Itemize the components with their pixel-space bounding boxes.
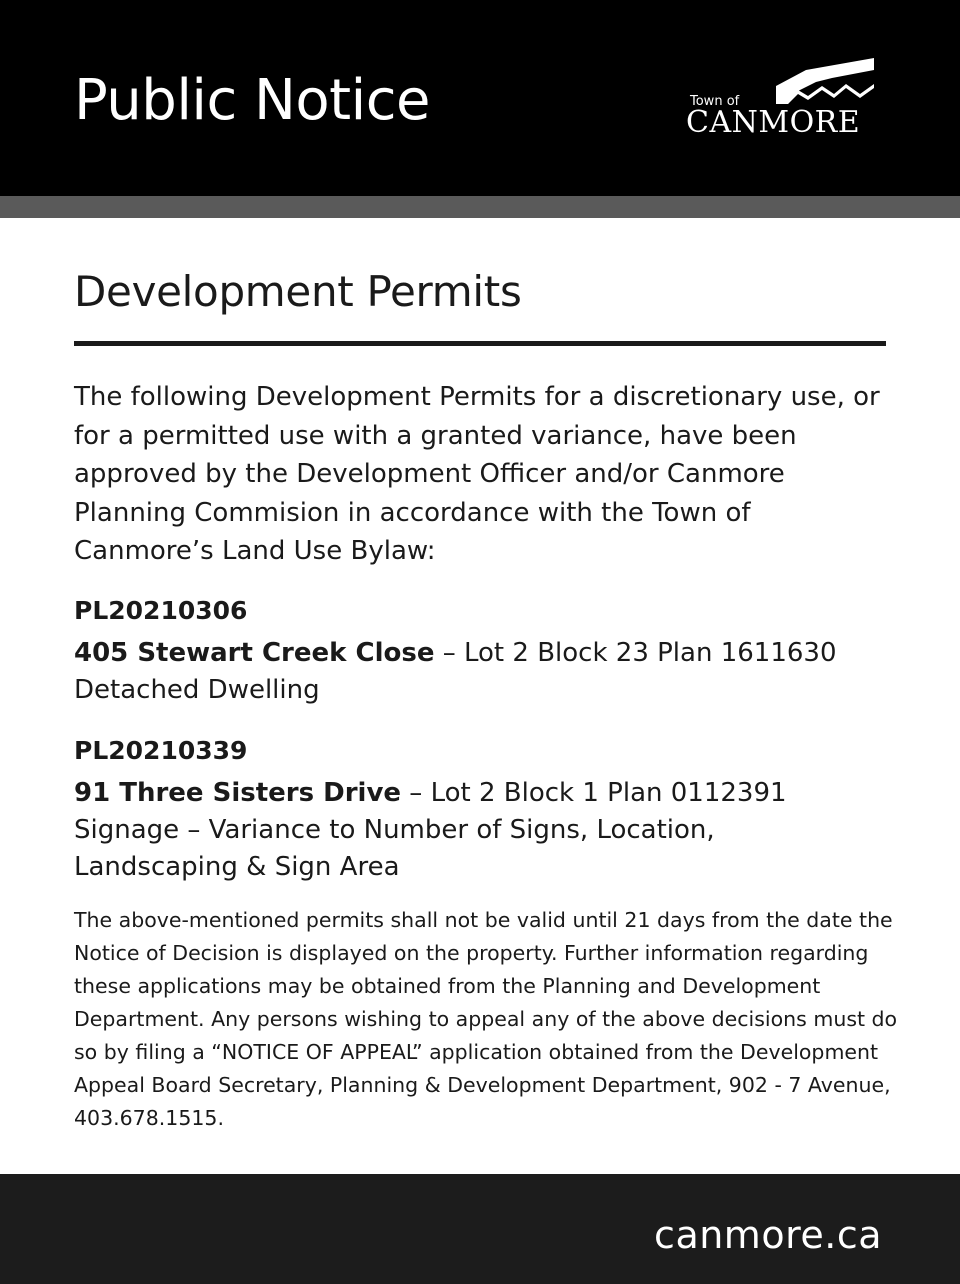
permit-id: PL20210339 <box>74 736 248 765</box>
permit-description: Landscaping & Sign Area <box>74 852 400 882</box>
permit-id: PL20210306 <box>74 596 248 625</box>
title-rule <box>74 341 886 346</box>
grey-divider-band <box>0 196 960 218</box>
mountain-logo-icon <box>776 56 876 104</box>
permit-description: Signage – Variance to Number of Signs, Location, <box>74 815 715 845</box>
permit-address-line <box>74 635 914 672</box>
intro-paragraph: The following Development Permits for a discretionary use, or for a permitted use with a granted variance, have been approved by the Development Officer and/or Canmore Planning Commision in accordance with the Town of Canmore’s Land Use Bylaw: <box>74 382 880 566</box>
page-title: Public Notice <box>74 68 430 133</box>
website-link[interactable]: canmore.ca <box>654 1213 882 1257</box>
permit-legal: – Lot 2 Block 23 Plan 1611630 <box>434 638 837 668</box>
permit-description: Detached Dwelling <box>74 675 320 705</box>
header-banner <box>0 0 960 196</box>
logo-tagline: Town of <box>690 94 740 109</box>
town-logo <box>684 56 888 140</box>
permit-legal: – Lot 2 Block 1 Plan 0112391 <box>401 778 787 808</box>
permit-address: 405 Stewart Creek Close <box>74 638 435 668</box>
logo-wordmark: CANMORE <box>686 105 861 140</box>
section-title: Development Permits <box>74 267 522 316</box>
permit-address-line <box>74 775 914 812</box>
permit-address: 91 Three Sisters Drive <box>74 778 402 808</box>
disclaimer-paragraph: The above-mentioned permits shall not be valid until 21 days from the date the Notice of Decision is displayed on the property. Further information regarding these applications may be obtained from the Planning and Development Department. Any persons wishing to appeal any of the above decisions must do so by filing a “NOTICE OF APPEAL” application obtained from the Development Appeal Board Secretary, Planning & Development Department, 902 - 7 Avenue, 403.678.1515. <box>74 908 898 1130</box>
